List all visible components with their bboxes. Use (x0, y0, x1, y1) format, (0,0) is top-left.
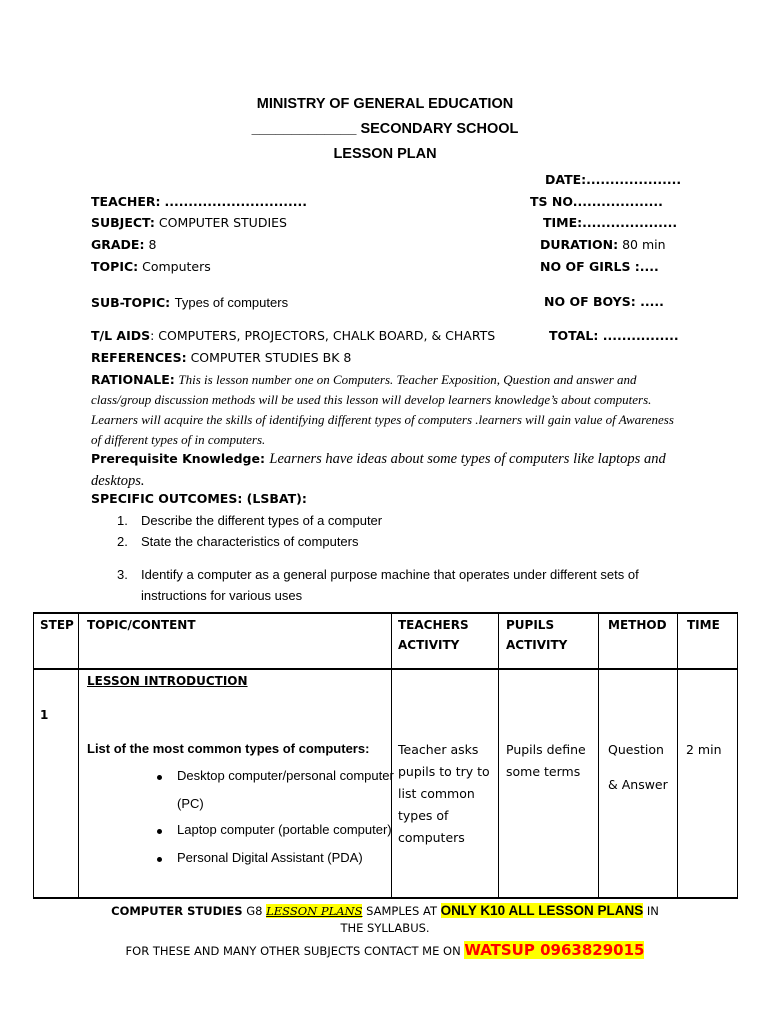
header-pupils-activity: PUPILS (506, 618, 555, 632)
time-field: TIME:.................... (543, 215, 678, 230)
footer-in: IN (643, 904, 659, 918)
tl-aids-value: : COMPUTERS, PROJECTORS, CHALK BOARD, & CHARTS (150, 328, 496, 343)
bullet-item: Desktop computer/personal computer (177, 768, 394, 783)
table-col-divider (391, 612, 392, 899)
grade-label: GRADE: (91, 237, 145, 252)
tl-aids-label: T/L AIDS (91, 328, 151, 343)
teacher-activity-line: pupils to try to (398, 764, 490, 779)
table-border-left (33, 612, 34, 899)
subtopic-value: Types of computers (174, 295, 289, 310)
topic-label: TOPIC: (91, 259, 139, 274)
prerequisite-label: Prerequisite Knowledge: (91, 451, 265, 466)
footer-line-3 (0, 940, 770, 961)
school-label: SECONDARY SCHOOL (360, 121, 519, 137)
footer-only-k10: ONLY K10 ALL LESSON PLANS (440, 903, 644, 918)
references-value: COMPUTER STUDIES BK 8 (190, 350, 352, 365)
grade-value: 8 (148, 237, 157, 252)
rationale-label: RATIONALE: (91, 372, 175, 387)
table-col-divider (598, 612, 599, 899)
footer-line-1 (0, 902, 770, 920)
lesson-introduction-heading: LESSON INTRODUCTION (87, 674, 248, 688)
list-title: List of the most common types of computers: (87, 741, 370, 756)
references-field (91, 350, 351, 365)
date-field: DATE:.................... (545, 172, 682, 187)
outcome-number: 1. (117, 513, 128, 528)
bullet-icon (157, 857, 162, 862)
teacher-activity-line: types of (398, 808, 449, 823)
outcome-item-continued: instructions for various uses (141, 588, 303, 603)
footer-line-2: THE SYLLABUS. (340, 921, 430, 935)
table-col-divider (78, 612, 79, 899)
footer-grade: G8 (242, 904, 267, 918)
references-label: REFERENCES: (91, 350, 187, 365)
footer-contact-text: FOR THESE AND MANY OTHER SUBJECTS CONTACT ME ON (125, 944, 465, 958)
header-time: TIME (687, 618, 720, 632)
girls-field: NO OF GIRLS :.... (540, 259, 659, 274)
subtopic-label: SUB-TOPIC: (91, 295, 171, 310)
step-number: 1 (40, 708, 49, 722)
teacher-activity-line: computers (398, 830, 465, 845)
subject-field (91, 215, 287, 230)
topic-value: Computers (142, 259, 211, 274)
table-border-bottom (33, 897, 738, 899)
bullet-item-continued: (PC) (177, 796, 204, 811)
school-title (0, 121, 770, 137)
header-teachers-activity: TEACHERS (398, 618, 469, 632)
bullet-icon (157, 829, 162, 834)
boys-field: NO OF BOYS: ..... (544, 294, 664, 309)
outcome-item: State the characteristics of computers (141, 534, 359, 549)
method-line: & Answer (608, 777, 668, 792)
footer-samples: SAMPLES AT (362, 904, 441, 918)
outcome-number: 2. (117, 534, 128, 549)
prerequisite-paragraph (91, 448, 691, 492)
table-col-divider (677, 612, 678, 899)
subject-value: COMPUTER STUDIES (158, 215, 287, 230)
lesson-plan-title: LESSON PLAN (333, 146, 437, 162)
bullet-icon (157, 775, 162, 780)
teacher-activity-line: list common (398, 786, 475, 801)
outcome-item: Describe the different types of a computer (141, 513, 383, 528)
header-pupils-activity-2: ACTIVITY (506, 638, 568, 652)
footer-contact-number: WATSUP 0963829015 (464, 941, 645, 959)
pupil-activity-line: some terms (506, 764, 581, 779)
ts-no-field: TS NO................... (530, 194, 663, 209)
outcome-number: 3. (117, 567, 128, 582)
bullet-item: Personal Digital Assistant (PDA) (177, 850, 363, 865)
duration-label: DURATION: (540, 237, 619, 252)
outcomes-heading: SPECIFIC OUTCOMES: (LSBAT): (91, 491, 307, 506)
header-method: METHOD (608, 618, 667, 632)
prerequisite-text: Learners have ideas about some types of computers like laptops and desktops. (91, 451, 666, 489)
header-topic-content: TOPIC/CONTENT (87, 618, 196, 632)
header-step: STEP (40, 618, 74, 632)
topic-field (91, 259, 211, 274)
pupil-activity-line: Pupils define (506, 742, 586, 757)
duration-field (540, 237, 666, 252)
time-cell: 2 min (686, 742, 722, 757)
table-border-right (737, 612, 738, 899)
header-teachers-activity-2: ACTIVITY (398, 638, 460, 652)
subject-label: SUBJECT: (91, 215, 155, 230)
teacher-activity-line: Teacher asks (398, 742, 479, 757)
rationale-paragraph (91, 370, 681, 450)
table-col-divider (498, 612, 499, 899)
footer-subject: COMPUTER STUDIES (111, 904, 243, 918)
footer-lesson-plans: LESSON PLANS (266, 904, 363, 918)
school-name-blank: _____________ (251, 121, 357, 137)
method-line: Question (608, 742, 664, 757)
table-border-top (33, 612, 738, 614)
bullet-item: Laptop computer (portable computer) (177, 822, 392, 837)
total-field: TOTAL: ................ (549, 328, 679, 343)
tl-aids-field (91, 328, 495, 343)
rationale-text: This is lesson number one on Computers. Teacher Exposition, Question and answer and class/group discussion methods will be used this lesson will develop learners knowledge’s about computers. Learners will acquire the skills of identifying different types of computers .learners will gain value of Awareness of different types of in computers. (91, 372, 674, 447)
duration-value: 80 min (622, 237, 666, 252)
subtopic-field (91, 294, 288, 312)
grade-field (91, 237, 156, 252)
table-row-divider (33, 668, 738, 670)
ministry-title: MINISTRY OF GENERAL EDUCATION (256, 96, 514, 112)
teacher-field (91, 194, 307, 209)
outcome-item: Identify a computer as a general purpose machine that operates under different sets of (141, 567, 639, 582)
teacher-label: TEACHER: (91, 194, 161, 209)
teacher-value: .............................. (164, 194, 307, 209)
